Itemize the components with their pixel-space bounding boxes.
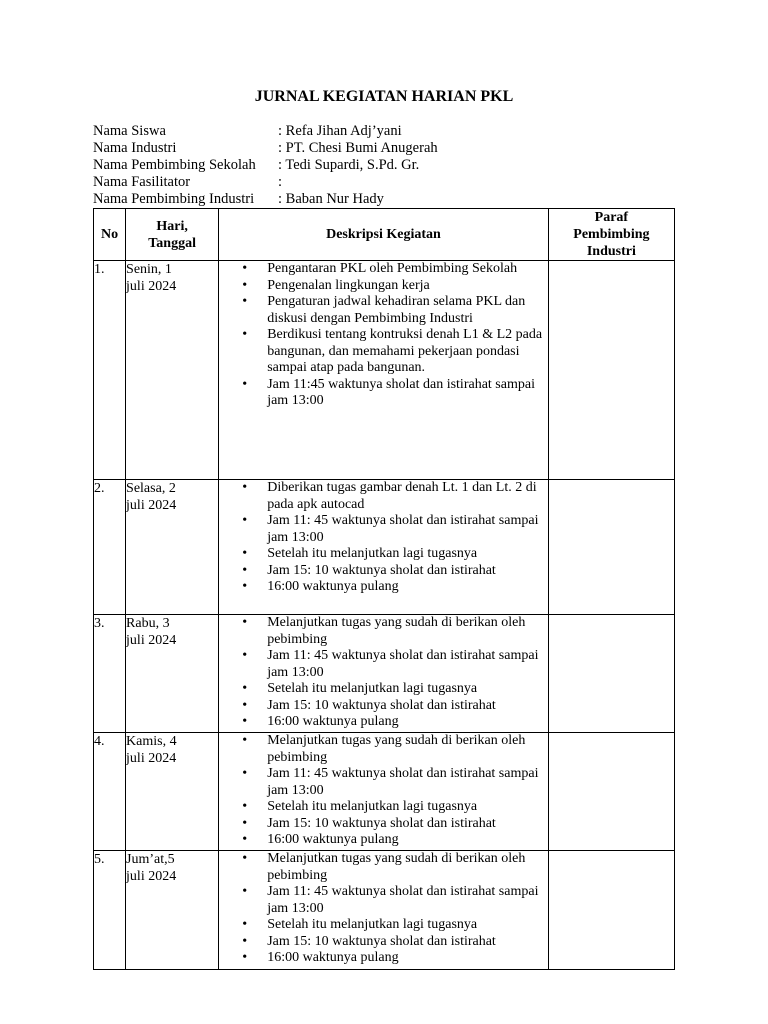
table-row [94, 615, 675, 733]
bullet-icon: • [242, 733, 248, 748]
bullet-icon: • [242, 615, 248, 630]
info-label: Nama Pembimbing Industri [93, 191, 255, 207]
bullet-icon: • [242, 546, 248, 561]
activity-item [219, 950, 548, 967]
header-day-line: Tanggal [148, 235, 196, 251]
activity-text: Melanjutkan tugas yang sudah di berikan oleh pebimbing [267, 615, 526, 647]
header-day [126, 209, 219, 261]
activity-text: Jam 11: 45 waktunya sholat dan istirahat sampai jam 13:00 [267, 884, 539, 916]
bullet-icon: • [242, 513, 248, 528]
activity-text: Pengantaran PKL oleh Pembimbing Sekolah [267, 261, 518, 276]
row-date [126, 480, 219, 615]
row-date [126, 615, 219, 733]
bullet-icon: • [242, 697, 248, 713]
bullet-icon: • [242, 884, 248, 899]
row-date-line: juli 2024 [126, 633, 177, 648]
signature-cell[interactable] [548, 733, 674, 851]
activity-item [219, 799, 548, 816]
row-date-line: Rabu, 3 [126, 616, 170, 631]
activity-text: Diberikan tugas gambar denah Lt. 1 dan Lt. 2 di pada apk autocad [267, 480, 537, 512]
activity-text: Melanjutkan tugas yang sudah di berikan oleh pebimbing [267, 733, 526, 765]
info-value: : Tedi Supardi, S.Pd. Gr. [278, 157, 420, 173]
activity-list [219, 480, 548, 596]
activity-item [219, 377, 548, 410]
bullet-icon: • [242, 681, 248, 696]
activity-list [219, 851, 548, 967]
activity-text: Melanjutkan tugas yang sudah di berikan oleh pebimbing [267, 851, 526, 883]
signature-cell[interactable] [548, 261, 674, 480]
row-date [126, 733, 219, 851]
activity-item [219, 615, 548, 648]
table-header-row [94, 209, 675, 261]
row-date-line: Selasa, 2 [126, 481, 176, 496]
info-row-school-mentor [93, 157, 438, 174]
activity-text: 16:00 waktunya pulang [267, 579, 399, 594]
row-description [219, 480, 549, 615]
activity-text: 16:00 waktunya pulang [267, 832, 399, 847]
activity-item [219, 513, 548, 546]
info-value: : [278, 174, 283, 190]
row-date-line: juli 2024 [126, 498, 177, 513]
activity-item [219, 698, 548, 715]
bullet-icon: • [242, 766, 248, 781]
activity-item [219, 648, 548, 681]
activity-text: Setelah itu melanjutkan lagi tugasnya [267, 799, 478, 814]
activity-item [219, 884, 548, 917]
info-label: Nama Siswa [93, 123, 166, 139]
activity-list [219, 615, 548, 731]
activity-item [219, 816, 548, 833]
activity-text: Jam 11: 45 waktunya sholat dan istirahat sampai jam 13:00 [267, 766, 539, 798]
journal-table [93, 208, 675, 970]
bullet-icon: • [242, 579, 248, 594]
activity-text: Pengenalan lingkungan kerja [267, 277, 430, 293]
activity-text: Jam 11: 45 waktunya sholat dan istirahat sampai jam 13:00 [267, 648, 539, 680]
page-title: JURNAL KEGIATAN HARIAN PKL [254, 88, 514, 105]
activity-text: 16:00 waktunya pulang [267, 950, 399, 965]
activity-item [219, 294, 548, 327]
row-date [126, 261, 219, 480]
bullet-icon: • [242, 327, 248, 342]
row-date [126, 851, 219, 970]
info-label: Nama Pembimbing Sekolah [93, 157, 256, 173]
activity-text: 16:00 waktunya pulang [267, 714, 399, 729]
header-signature-line: Industri [586, 244, 636, 259]
bullet-icon: • [242, 261, 248, 276]
activity-item [219, 563, 548, 580]
table-row [94, 733, 675, 851]
activity-list [219, 733, 548, 849]
row-description [219, 733, 549, 851]
activity-item [219, 766, 548, 799]
row-number: 3. [94, 615, 126, 733]
bullet-icon: • [242, 562, 248, 578]
bullet-icon: • [242, 277, 248, 293]
activity-item [219, 733, 548, 766]
bullet-icon: • [242, 832, 248, 847]
row-number: 2. [94, 480, 126, 615]
row-date-line: juli 2024 [126, 869, 177, 884]
row-number: 4. [94, 733, 126, 851]
activity-text: Jam 15: 10 waktunya sholat dan istirahat [267, 815, 496, 831]
header-signature-line: Pembimbing [573, 227, 650, 242]
activity-text: Setelah itu melanjutkan lagi tugasnya [267, 681, 478, 696]
header-signature-line: Paraf [594, 210, 629, 225]
activity-text: Jam 15: 10 waktunya sholat dan istirahat [267, 933, 496, 949]
student-info [93, 123, 438, 208]
row-date-line: juli 2024 [126, 751, 177, 766]
bullet-icon: • [242, 648, 248, 663]
row-date-line: Jum’at,5 [126, 852, 175, 867]
row-date-line: Senin, 1 [126, 262, 172, 277]
bullet-icon: • [242, 950, 248, 965]
bullet-icon: • [242, 917, 248, 932]
activity-text: Pengaturan jadwal kehadiran selama PKL dan diskusi dengan Pembimbing Industri [267, 294, 526, 326]
bullet-icon: • [242, 480, 248, 495]
bullet-icon: • [242, 799, 248, 814]
info-label: Nama Industri [93, 140, 177, 156]
activity-item [219, 917, 548, 934]
row-number: 5. [94, 851, 126, 970]
activity-item [219, 681, 548, 698]
activity-item [219, 278, 548, 295]
bullet-icon: • [242, 851, 248, 866]
info-row-facilitator [93, 174, 438, 191]
activity-text: Setelah itu melanjutkan lagi tugasnya [267, 917, 478, 932]
row-date-line: juli 2024 [126, 279, 177, 294]
activity-text: Berdikusi tentang kontruksi denah L1 & L2 pada bangunan, dan memahami pekerjaan pondasi sampai atap pada bangunan. [267, 327, 543, 375]
bullet-icon: • [242, 714, 248, 729]
activity-item [219, 327, 548, 377]
signature-cell[interactable] [548, 615, 674, 733]
activity-item [219, 546, 548, 563]
info-value: : PT. Chesi Bumi Anugerah [278, 140, 438, 156]
header-description: Deskripsi Kegiatan [219, 209, 549, 261]
header-no: No [94, 209, 126, 261]
info-row-industry-mentor [93, 191, 438, 208]
activity-item [219, 480, 548, 513]
row-description [219, 261, 549, 480]
activity-item [219, 934, 548, 951]
activity-item [219, 832, 548, 849]
header-signature [548, 209, 674, 261]
activity-item [219, 261, 548, 278]
bullet-icon: • [242, 815, 248, 831]
activity-text: Jam 15: 10 waktunya sholat dan istirahat [267, 697, 496, 713]
signature-cell[interactable] [548, 851, 674, 970]
bullet-icon: • [242, 294, 248, 309]
info-label: Nama Fasilitator [93, 174, 191, 190]
info-row-student [93, 123, 438, 140]
row-date-line: Kamis, 4 [126, 734, 177, 749]
activity-text: Jam 11:45 waktunya sholat dan istirahat sampai jam 13:00 [267, 376, 535, 408]
table-row [94, 261, 675, 480]
info-value: : Baban Nur Hady [278, 191, 384, 207]
header-day-line: Hari, [156, 218, 188, 234]
row-number: 1. [94, 261, 126, 480]
info-row-industry [93, 140, 438, 157]
signature-cell[interactable] [548, 480, 674, 615]
bullet-icon: • [242, 376, 248, 392]
activity-text: Jam 11: 45 waktunya sholat dan istirahat sampai jam 13:00 [267, 513, 539, 545]
row-description [219, 615, 549, 733]
activity-list [219, 261, 548, 410]
activity-item [219, 579, 548, 596]
table-row [94, 851, 675, 970]
row-description [219, 851, 549, 970]
bullet-icon: • [242, 933, 248, 949]
activity-item [219, 851, 548, 884]
activity-item [219, 714, 548, 731]
table-row [94, 480, 675, 615]
activity-text: Setelah itu melanjutkan lagi tugasnya [267, 546, 478, 561]
info-value: : Refa Jihan Adj’yani [278, 123, 402, 139]
activity-text: Jam 15: 10 waktunya sholat dan istirahat [267, 562, 496, 578]
